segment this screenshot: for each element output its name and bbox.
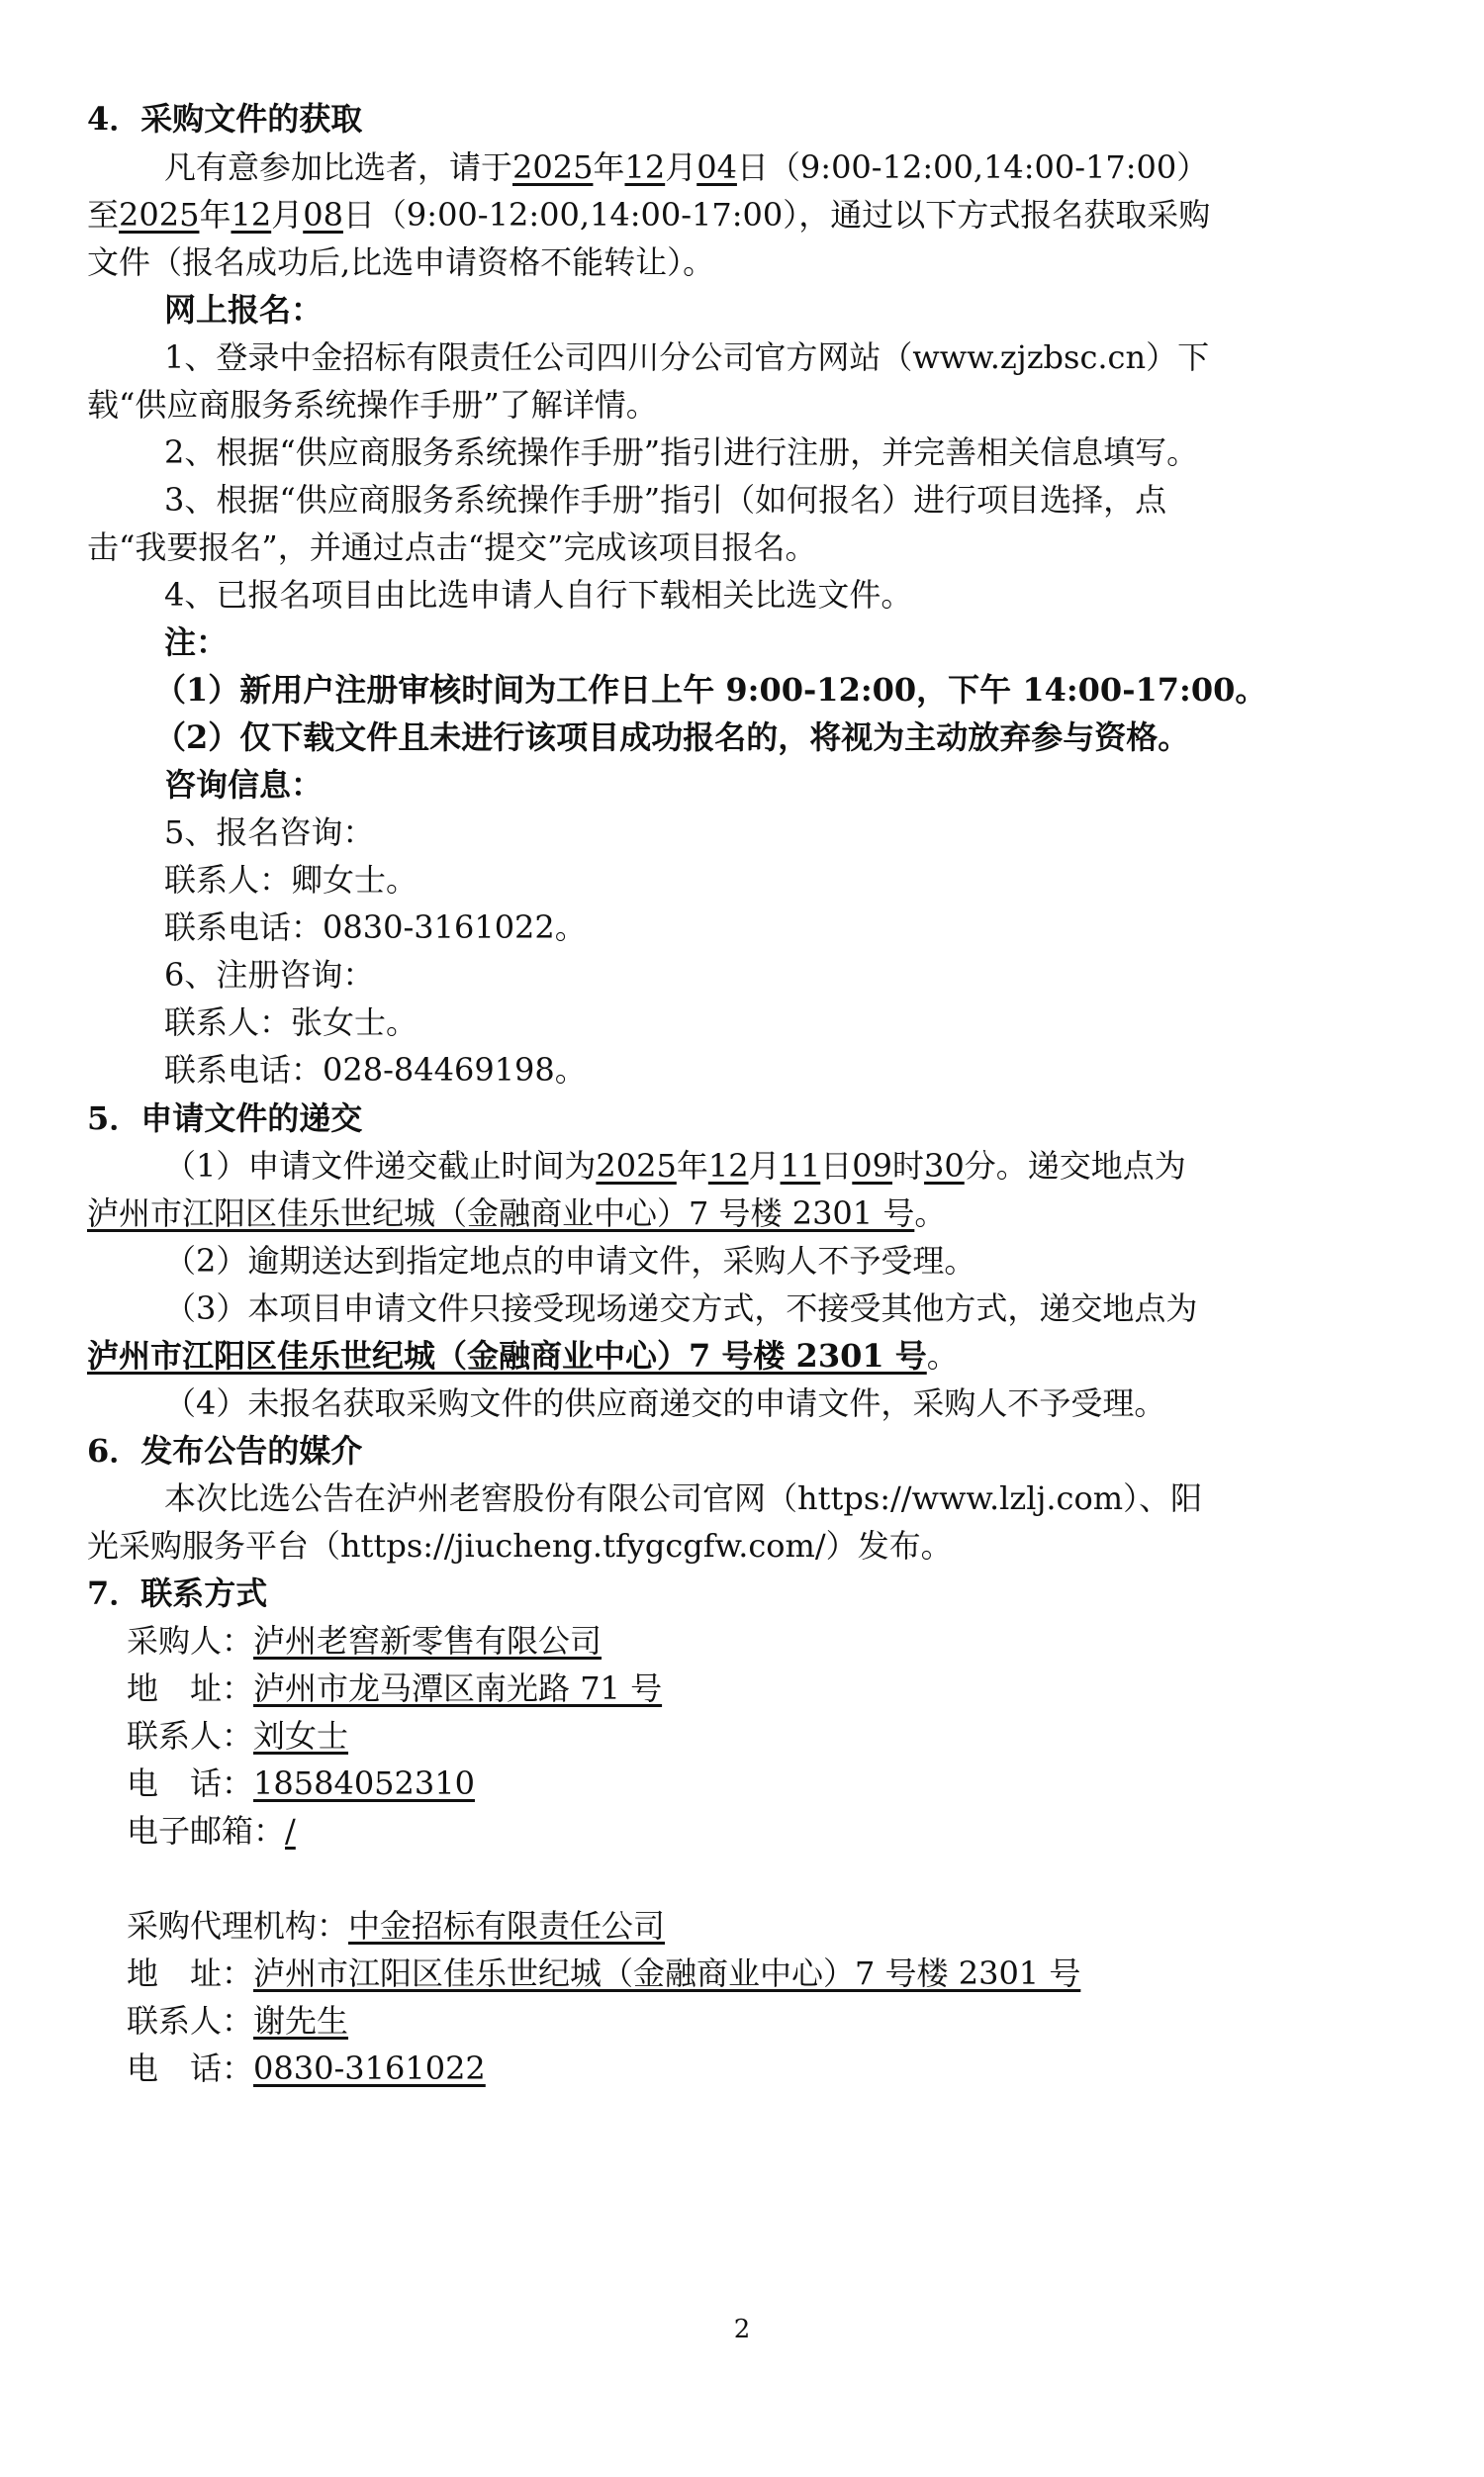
agency-contact-row: 联系人：谢先生 bbox=[127, 2002, 349, 2040]
section-5-p1-line2: 泸州市江阳区佳乐世纪城（金融商业中心）7 号楼 2301 号。 bbox=[87, 1194, 947, 1232]
consult-6-contact: 联系人：张女士。 bbox=[164, 1003, 418, 1041]
agency-phone-row: 电 话：0830-3161022 bbox=[127, 2049, 486, 2087]
consult-6: 6、注册咨询： bbox=[164, 956, 375, 994]
consult-5: 5、报名咨询： bbox=[164, 813, 375, 851]
section-6-heading: 6．发布公告的媒介 bbox=[87, 1432, 363, 1470]
agency-address-row: 地 址：泸州市江阳区佳乐世纪城（金融商业中心）7 号楼 2301 号 bbox=[127, 1954, 1081, 1992]
consult-5-contact: 联系人：卿女士。 bbox=[164, 861, 418, 899]
section-4-intro-line2: 至2025年12月08日（9:00-12:00,14:00-17:00），通过以下方式报名获取采购 bbox=[87, 196, 1211, 234]
section-4-intro-line1: 凡有意参加比选者，请于2025年12月04日（9:00-12:00,14:00-17:00） bbox=[164, 148, 1209, 186]
note-1: （1）新用户注册审核时间为工作日上午 9:00-12:00，下午 14:00-17:00。 bbox=[154, 671, 1267, 709]
page-number: 2 bbox=[733, 2315, 751, 2344]
step-3-line2: 击“我要报名”，并通过点击“提交”完成该项目报名。 bbox=[87, 528, 817, 566]
section-5-p4: （4）未报名获取采购文件的供应商递交的申请文件，采购人不予受理。 bbox=[164, 1384, 1166, 1422]
section-5-heading: 5．申请文件的递交 bbox=[87, 1099, 363, 1137]
section-5-p2: （2）逾期送达到指定地点的申请文件，采购人不予受理。 bbox=[164, 1242, 976, 1280]
note-title: 注： bbox=[164, 623, 229, 661]
online-registration-title: 网上报名： bbox=[164, 291, 324, 329]
agency-row: 采购代理机构：中金招标有限责任公司 bbox=[127, 1907, 666, 1945]
section-5-p3-line1: （3）本项目申请文件只接受现场递交方式，不接受其他方式，递交地点为 bbox=[164, 1289, 1198, 1327]
section-6-line1: 本次比选公告在泸州老窖股份有限公司官网（https://www.lzlj.com）、阳 bbox=[164, 1479, 1203, 1517]
section-7-heading: 7．联系方式 bbox=[87, 1574, 268, 1612]
buyer-row: 采购人：泸州老窖新零售有限公司 bbox=[127, 1622, 603, 1660]
note-2: （2）仅下载文件且未进行该项目成功报名的，将视为主动放弃参与资格。 bbox=[154, 718, 1190, 756]
step-4: 4、已报名项目由比选申请人自行下载相关比选文件。 bbox=[164, 576, 913, 614]
section-4-heading: 4．采购文件的获取 bbox=[87, 100, 363, 138]
step-1-line1: 1、登录中金招标有限责任公司四川分公司官方网站（www.zjzbsc.cn）下 bbox=[164, 338, 1210, 376]
section-6-line2: 光采购服务平台（https://jiucheng.tfygcgfw.com/）发布。 bbox=[87, 1527, 953, 1565]
buyer-phone-row: 电 话：18584052310 bbox=[127, 1764, 475, 1802]
consult-6-phone: 联系电话：028-84469198。 bbox=[164, 1051, 587, 1089]
section-5-p1-line1: （1）申请文件递交截止时间为2025年12月11日09时30分。递交地点为 bbox=[164, 1147, 1186, 1185]
step-3-line1: 3、根据“供应商服务系统操作手册”指引（如何报名）进行项目选择，点 bbox=[164, 481, 1167, 519]
step-2: 2、根据“供应商服务系统操作手册”指引进行注册，并完善相关信息填写。 bbox=[164, 433, 1199, 471]
consult-5-phone: 联系电话：0830-3161022。 bbox=[164, 908, 587, 946]
consult-title: 咨询信息： bbox=[164, 766, 324, 804]
buyer-address-row: 地 址：泸州市龙马潭区南光路 71 号 bbox=[127, 1669, 663, 1707]
buyer-contact-row: 联系人：刘女士 bbox=[127, 1717, 349, 1755]
section-4-intro-line3: 文件（报名成功后,比选申请资格不能转让）。 bbox=[87, 243, 715, 281]
buyer-email-row: 电子邮箱：/ bbox=[127, 1812, 296, 1850]
section-5-p3-line2: 泸州市江阳区佳乐世纪城（金融商业中心）7 号楼 2301 号。 bbox=[87, 1337, 959, 1375]
step-1-line2: 载“供应商服务系统操作手册”了解详情。 bbox=[87, 386, 658, 424]
